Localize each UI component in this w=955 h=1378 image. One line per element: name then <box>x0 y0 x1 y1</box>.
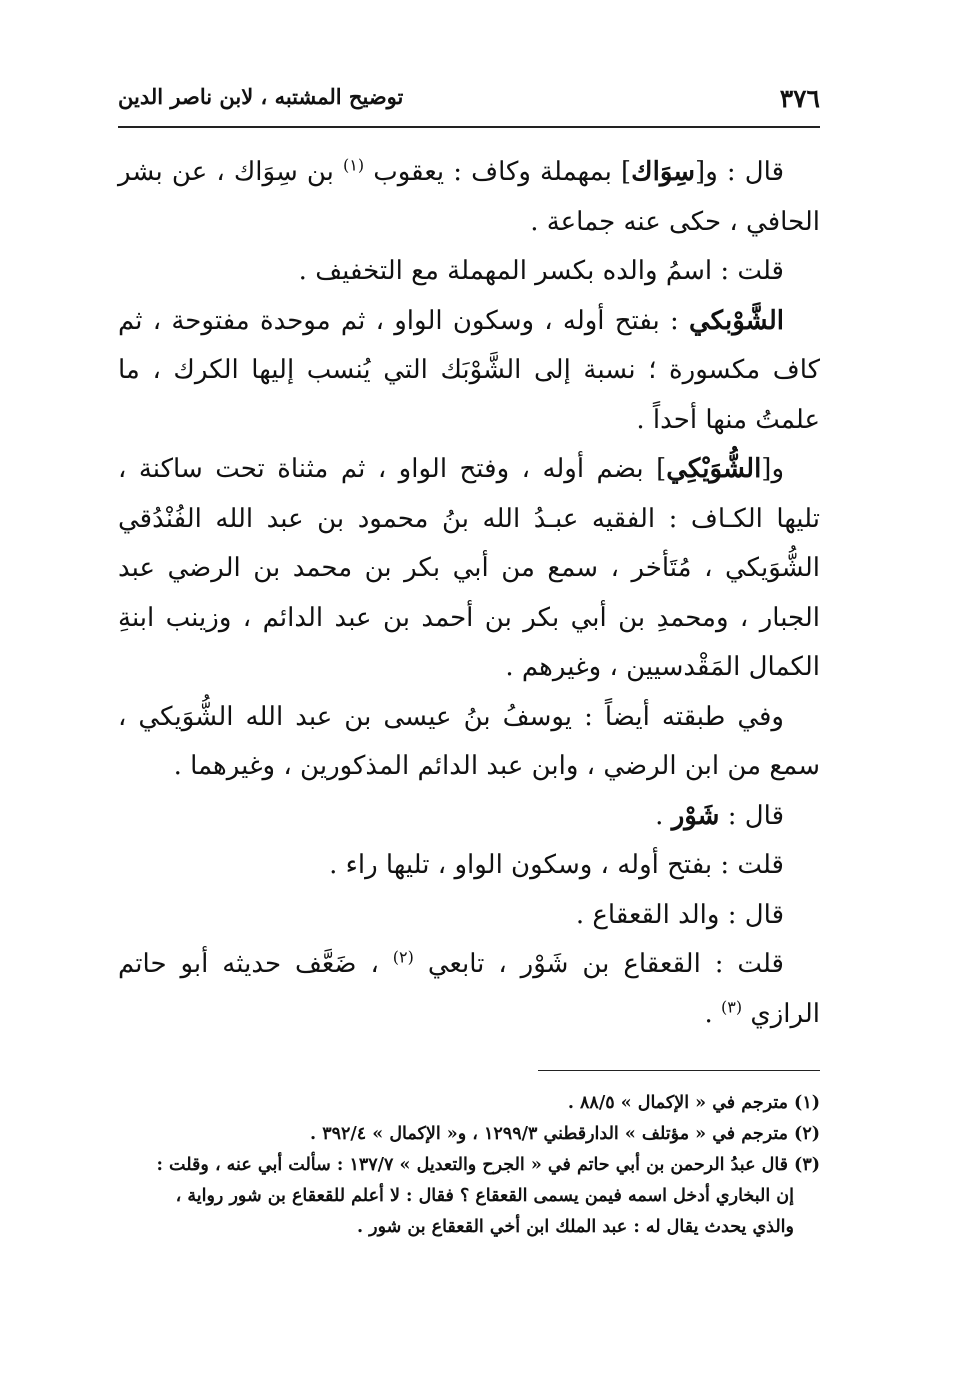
footnote-number: (٢) <box>794 1124 820 1144</box>
footnote-ref: (٣) <box>721 996 743 1016</box>
footnote-2 <box>118 1119 820 1150</box>
paragraph-shuwayki <box>118 445 820 693</box>
paragraph-siwak <box>118 148 820 247</box>
running-title: توضيح المشتبه ، لابن ناصر الدين <box>118 84 404 109</box>
page-header <box>118 78 820 118</box>
entry-heading: الشَّوْبكي <box>688 305 785 336</box>
text-segment: و[ <box>761 454 784 484</box>
entry-heading: الشُّوَيْكِي <box>666 454 762 484</box>
footnote-number: (٣) <box>794 1155 820 1175</box>
footnote-3 <box>118 1150 820 1181</box>
footnote-rule <box>538 1070 820 1071</box>
paragraph-qaqa <box>118 940 820 1039</box>
text-segment: قال : و[ <box>695 157 785 187</box>
footnote-1 <box>118 1088 820 1119</box>
main-text <box>118 148 820 1039</box>
footnote-text: مترجم في « الإكمال » ٨٨/٥ . <box>567 1093 789 1113</box>
text-segment: قلت : القعقاع بن شَوْر ، تابعي <box>427 949 784 979</box>
paragraph-shawr-father: قال : والد القعقاع . <box>575 899 784 930</box>
text-segment: . <box>655 800 664 831</box>
footnote-3-continuation: والذي يحدث يقال له : عبد الملك ابن أخي القعقاع بن شور . <box>356 1217 794 1237</box>
footnotes <box>118 1088 820 1243</box>
paragraph-shawr-heading <box>118 792 820 842</box>
text-segment: ] بمهملة وكاف : يعقوب <box>373 157 632 187</box>
footnote-text: مترجم في « مؤتلف » الدارقطني ١٢٩٩/٣ ، و« الإكمال » ٣٩٢/٤ . <box>310 1124 789 1144</box>
footnote-text: قال عبدُ الرحمن بن أبي حاتم في « الجرح والتعديل » ١٣٧/٧ : سألت أبي عنه ، وقلت : <box>156 1155 789 1175</box>
entry-heading: سِوَاك <box>631 157 696 187</box>
paragraph-shawbaki <box>118 297 820 446</box>
text-segment: قال : <box>727 800 784 831</box>
paragraph-yusuf: وفي طبقته أيضاً : يوسفُ بنُ عيسى بن عبد الله الشُّوَيكي ، سمع من ابن الرضي ، وابن عبد الدائم المذكورين ، وغيرهما . <box>118 701 820 781</box>
text-segment: . <box>704 998 713 1029</box>
header-rule <box>118 126 820 128</box>
page-number: ٣٧٦ <box>779 84 820 113</box>
text-segment: بن سِوَاك ، عن بشر الحافي ، حكى عنه جماعة . <box>118 157 820 237</box>
paragraph-shawr-vocalization: قلت : بفتح أوله ، وسكون الواو ، تليها راء . <box>329 850 784 880</box>
text-segment: : بفتح أوله ، وسكون الواو ، ثم موحدة مفتوحة ، ثم كاف مكسورة ؛ نسبة إلى الشَّوْبَك التي يُنسب إليها الكرك ، ما علمتُ منها أحداً . <box>118 305 820 435</box>
footnote-ref: (١) <box>343 155 365 175</box>
text-segment: ، ضَعَّف حديثه أبو حاتم الرازي <box>118 949 820 1029</box>
footnote-number: (١) <box>794 1093 820 1113</box>
text-segment: ] بضم أوله ، وفتح الواو ، ثم مثناة تحت ساكنة ، تليها الكـاف : الفقيه عبـدُ الله بنُ محمود بن عبد الله الفُنْدُقي الشُّوَيكي ، مُتَأخر ، سمع من أبي بكر بن محمد بن الرضي عبد الجبار ، ومحمدِ بن أبي بكر بن أحمد بن عبد الدائم ، وزينب ابنةِ الكمال المَقْدسيين ، وغيرهم . <box>118 454 820 682</box>
footnote-ref: (٢) <box>392 947 414 967</box>
footnote-3-continuation: إن البخاري أدخل اسمه فيمن يسمى القعقاع ؟ فقال : لا أعلم للقعقاع بن شور رواية ، <box>175 1186 794 1206</box>
entry-heading: شَوْر <box>671 800 720 831</box>
paragraph-note-siwak: قلت : اسمُ والده بكسر المهملة مع التخفيف . <box>298 256 784 286</box>
